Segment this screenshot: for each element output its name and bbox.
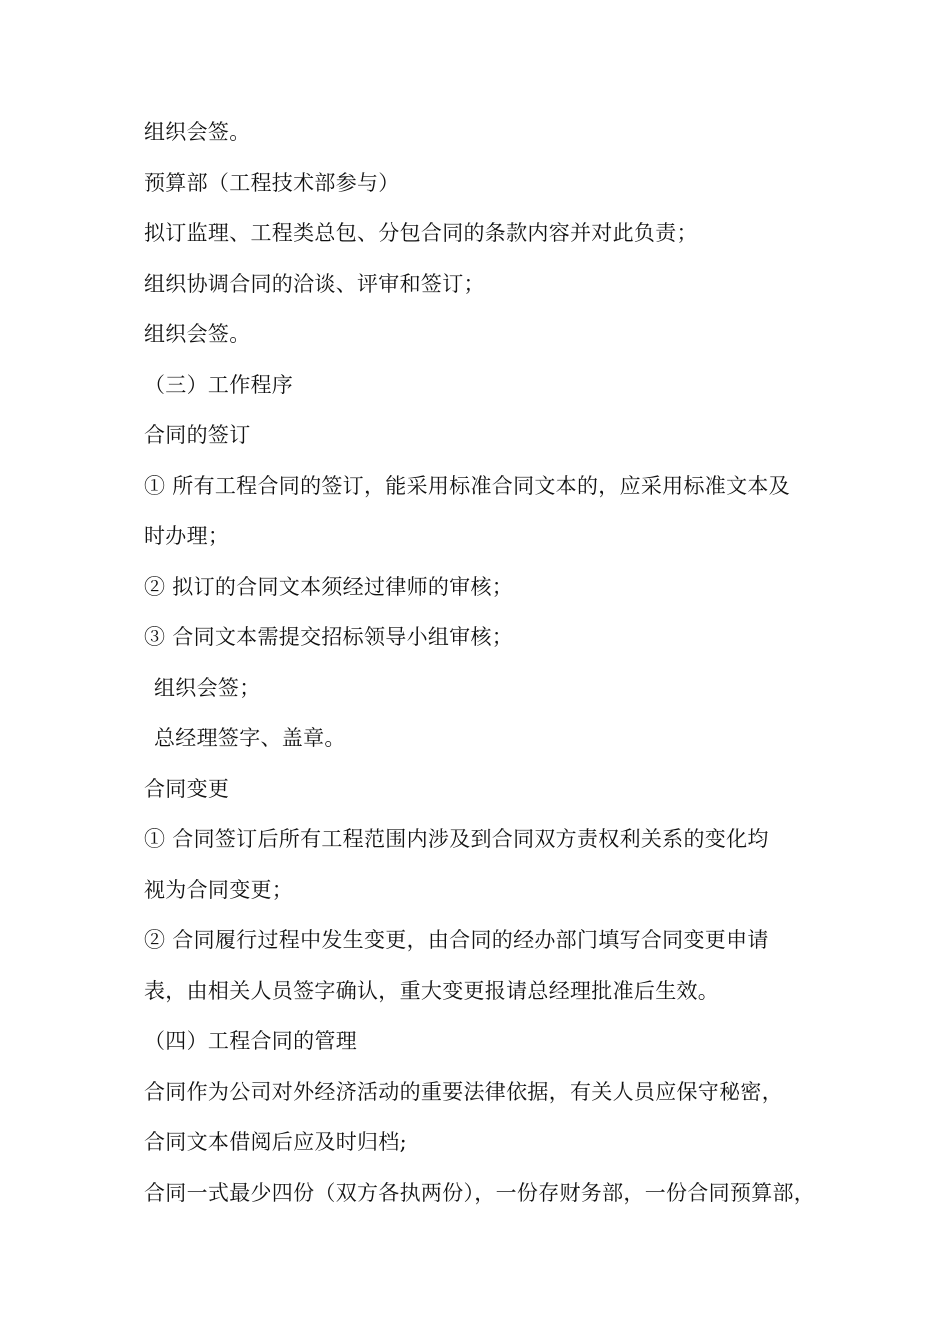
document-body xyxy=(144,115,834,1226)
list-item: ① 所有工程合同的签订，能采用标准合同文本的，应采用标准文本及 xyxy=(144,473,790,498)
subheading-contract-change: 合同变更 xyxy=(144,776,230,801)
section-heading-budget-dept: 预算部（工程技术部参与） xyxy=(144,170,400,195)
list-item: 总经理签字、盖章。 xyxy=(154,726,346,750)
list-item-continuation: 视为合同变更； xyxy=(144,877,294,902)
paragraph-line: 合同文本借阅后应及时归档; xyxy=(144,1130,407,1154)
list-item: 组织会签； xyxy=(154,675,261,700)
subheading-contract-signing: 合同的签订 xyxy=(144,423,251,447)
text-line: 组织协调合同的洽谈、评审和签订； xyxy=(144,271,485,296)
paragraph-line: 合同一式最少四份（双方各执两份），一份存财务部，一份合同预算部， xyxy=(144,1180,816,1205)
paragraph-line: 合同作为公司对外经济活动的重要法律依据，有关人员应保守秘密， xyxy=(144,1079,783,1104)
text-line: 组织会签。 xyxy=(144,120,251,144)
section-heading-contract-management: （四）工程合同的管理 xyxy=(144,1029,357,1053)
list-item-continuation: 时办理； xyxy=(144,524,230,548)
text-line: 拟订监理、工程类总包、分包合同的条款内容并对此负责； xyxy=(144,221,698,245)
list-item: ② 合同履行过程中发生变更，由合同的经办部门填写合同变更申请 xyxy=(144,928,769,952)
section-heading-work-procedure: （三）工作程序 xyxy=(144,372,294,397)
list-item: ③ 合同文本需提交招标领导小组审核； xyxy=(144,625,514,649)
list-item: ② 拟订的合同文本须经过律师的审核； xyxy=(144,574,514,599)
list-item-continuation: 表，由相关人员签字确认，重大变更报请总经理批准后生效。 xyxy=(144,978,720,1003)
text-line: 组织会签。 xyxy=(144,322,251,346)
list-item: ① 合同签订后所有工程范围内涉及到合同双方责权利关系的变化均 xyxy=(144,827,769,851)
